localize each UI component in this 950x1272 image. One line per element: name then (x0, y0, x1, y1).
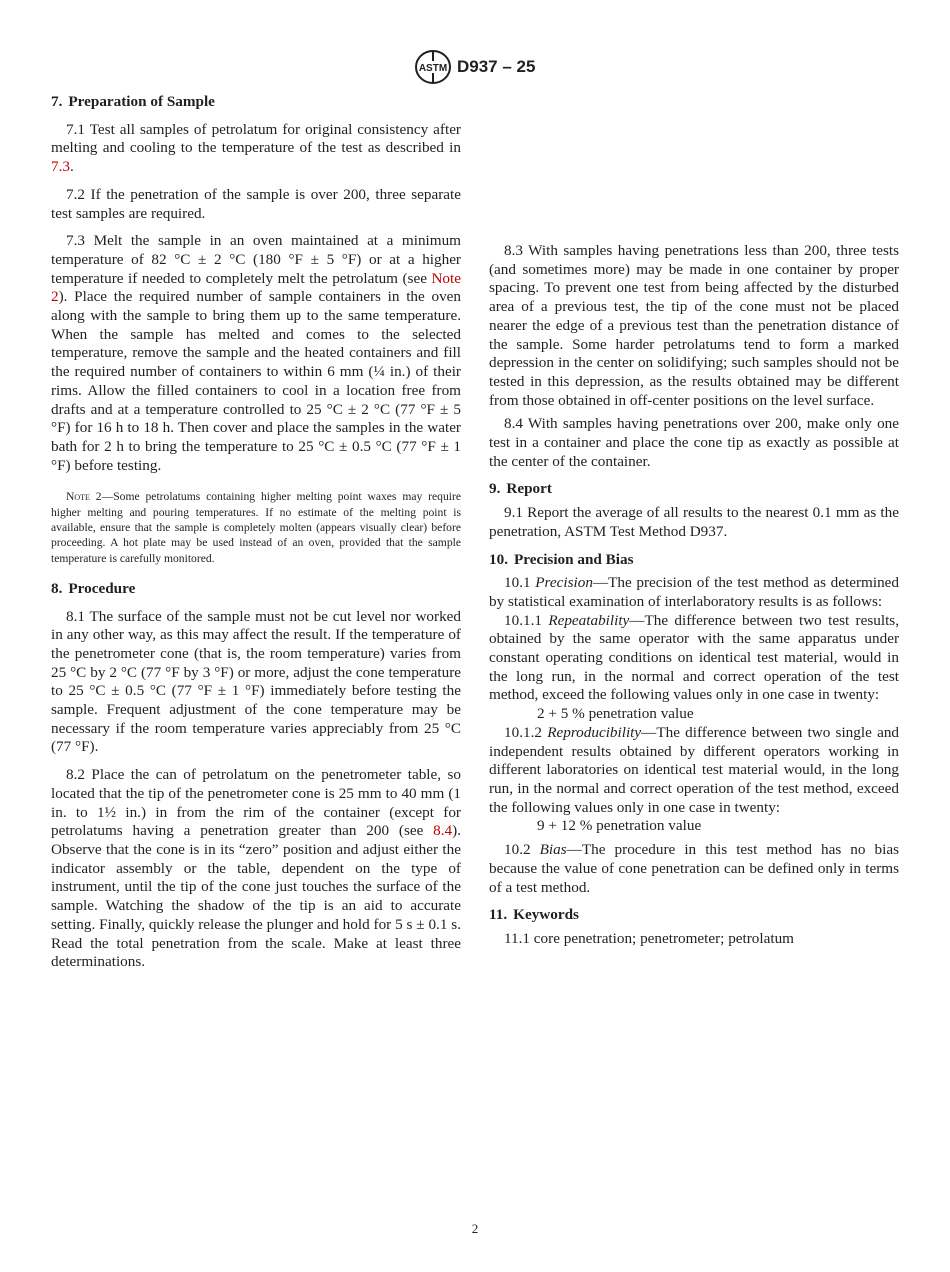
paragraph-7-3: 7.3 Melt the sample in an oven maintained at a minimum temperature of 82 °C ± 2 °C (180 °F ± 5 °F) or at a higher temperature if needed to completely melt the petrolatum (see Note 2). Place the required number of sample containers in the oven along with the sample to bring them up to the same temperature. When the sample has melted and comes to the selected temperature, remove the sample and the heated containers and fill the required number of containers to within 6 mm (¼ in.) of their rims. Allow the filled containers to cool in a location free from drafts and at a temperature controlled to 25 °C ± 2 °C (77 °F ± 5 °F) for 16 h to 18 h. Then cover and place the samples in the water bath for 2 h to bring the temperature to 25 °C ± 0.5 °C (77 °F ± 1 °F) before testing. (51, 232, 461, 474)
paragraph-10-1: 10.1 Precision—The precision of the test method as determined by statistical examination of interlaboratory results is as follows: (489, 574, 899, 610)
section-11-heading: 11. Keywords (489, 906, 579, 924)
section-8-heading: 8. Procedure (51, 579, 136, 597)
paragraph-8-4: 8.4 With samples having penetrations over 200, make only one test in a container and place the cone tip as exactly as possible at the center of the container. (489, 415, 899, 470)
svg-text:ASTM: ASTM (418, 63, 448, 74)
document-designation: D937 – 25 (457, 57, 536, 76)
right-column (489, 93, 899, 949)
section-9-heading: 9. Report (489, 480, 552, 498)
paragraph-11-1: 11.1 core penetration; penetrometer; petrolatum (504, 929, 794, 947)
link-note-2[interactable]: Note 2 (51, 269, 461, 306)
paragraph-9-1: 9.1 Report the average of all results to the nearest 0.1 mm as the penetration, ASTM Test Method D937. (489, 504, 899, 540)
paragraph-8-3: 8.3 With samples having penetrations less than 200, three tests (and sometimes more) may be made in one container by proper spacing. To prevent one test from being affected by the disturbed area of a previous test, the tip of the cone must not be placed nearer the edge of a previous test than the penetration distance of the sample. Some harder petrolatums tend to form a marked depression in the center on solidifying; such samples should not be tested in this depression, as the results obtained may be different from those obtained in off-center positions on the level surface. (489, 242, 899, 409)
reproducibility-formula: 9 + 12 % penetration value (537, 817, 702, 835)
paragraph-8-2: 8.2 Place the can of petrolatum on the penetrometer table, so located that the tip of the penetrometer cone is 25 mm to 40 mm (1 in. to 1½ in.) in from the rim of the container (except for petrolatums having a penetration greater than 200 (see 8.4). Observe that the cone is in its “zero” position and adjust either the indicator assembly or the table, dependent on the type of instrument, until the tip of the cone just touches the surface of the sample. Watching the shadow of the tip is an aid to accurate setting. Finally, quickly release the plunger and hold for 5 s ± 0.1 s. Read the total penetration from the scale. Make at least three determinations. (51, 766, 461, 971)
paragraph-10-1-2: 10.1.2 Reproducibility—The difference between two single and independent results obtained by different operators working in different laboratories on identical test material would, in the long run, in the normal and correct operation of the test method, exceed the following values only in one case in twenty: (489, 723, 900, 816)
paragraph-10-2: 10.2 Bias—The procedure in this test method has no bias because the value of cone penetration can be defined only in terms of a test method. (489, 841, 900, 896)
paragraph-8-1: 8.1 The surface of the sample must not be cut level nor worked in any other way, as this may affect the result. If the temperature of the penetrometer cone (that is, the room temperature) varies from 25 °C by 2 °C (77 °F by 3 °F) or more, adjust the cone temperature to 25 °C ± 0.5 °C (77 °F ± 1 °F) immediately before testing the sample. Frequent adjustment of the cone temperature may be necessary if the room temperature varies appreciably from 25 °C (77 °F). (51, 607, 461, 756)
link-7-3[interactable]: 7.3 (51, 158, 70, 176)
page-header (0, 50, 950, 86)
section-10-heading: 10. Precision and Bias (489, 550, 634, 568)
page-number: 2 (471, 1221, 479, 1236)
repeatability-formula: 2 + 5 % penetration value (537, 705, 694, 723)
astm-logo-icon (414, 50, 452, 84)
paragraph-7-2: 7.2 If the penetration of the sample is over 200, three separate test samples are required. (51, 185, 461, 222)
section-7-heading: 7. Preparation of Sample (51, 93, 215, 110)
paragraph-10-1-1: 10.1.1 Repeatability—The difference between two test results, obtained by the same operator with the same apparatus under constant operating conditions on identical test material, would in the long run, in the normal and correct operation of the test method, exceed the following values only in one case in twenty: (489, 611, 899, 704)
paragraph-7-1: 7.1 Test all samples of petrolatum for original consistency after melting and cooling to the temperature of the test as described in 7.3. (51, 120, 461, 176)
note-2: Note 2—Some petrolatums containing higher melting point waxes may require higher melting and pouring temperatures. If no estimate of the melting point is available, ensure that the sample is completely molten (appears visually clear) before proceeding. A hot plate may be used instead of an oven, provided that the sample temperature is carefully monitored. (51, 490, 461, 565)
left-column (51, 93, 461, 972)
link-8-4[interactable]: 8.4 (433, 822, 453, 840)
